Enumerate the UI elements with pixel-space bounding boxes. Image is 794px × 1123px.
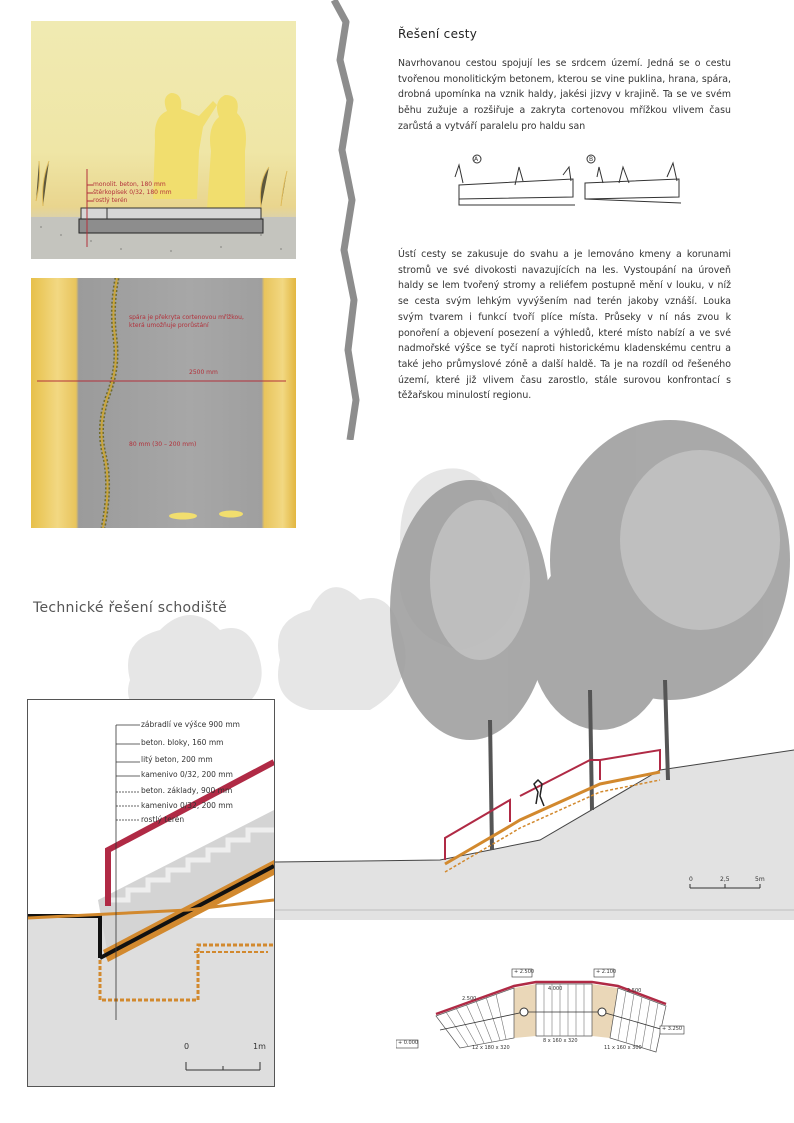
- stair-detail-box: [27, 699, 275, 1087]
- sketch-marker-a: A: [474, 156, 479, 163]
- layer-label-gravel: štěrkopísek 0/32, 180 mm: [93, 189, 172, 196]
- dim-label: 2.500: [462, 996, 477, 1002]
- path-sketches: [453, 153, 693, 213]
- width-dimension-label: 2500 mm: [189, 369, 218, 376]
- person-figure: [534, 780, 544, 806]
- detail-layer-railing: zábradlí ve výšce 900 mm: [141, 720, 240, 729]
- paragraph-landscape: Ústí cesty se zakusuje do svahu a je lemováno kmeny a korunami stromů ve své divokosti navazujících na les. Vystoupání na úroveň haldy se lem tvořený stromy a reliéfem postupně mění v louku, v níž se cesta svým lehkým vyvýšením nad terén jakoby vznáší. Louka svým tvarem i funkcí tvoří plíce místa. Průseky v ní nás zvou k ponoření a objevení posezení a výhledů, které místo nabízí a ve své nadmořské výšce se tyčí naproti historickému kladenskému centru a také jeho průmyslové zóně a další haldě. Ta je na rozdíl od řešeného území, které již vlivem času zarostlo, stále surovou konfrontací s těžařskou minulostí regionu.: [398, 249, 731, 402]
- page-heading: Řešení cesty: [398, 27, 478, 41]
- paragraph-path: Navrhovanou cestou spojují les se srdcem území. Jedná se o cestu tvořenou monolitickým betonem, kterou se vine puklina, hrana, spára, drobná upomínka na vznik haldy, jakési jizvy v krajině. Ta se ve svém běhu zužuje a rozšiřuje a zakryta cortenovou mřížkou vlivem času zarůstá a vytváří paralelu pro haldu san: [398, 58, 731, 132]
- detail-layer-blocks: beton. bloky, 160 mm: [141, 738, 224, 747]
- level-tag: + 3.250: [662, 1026, 683, 1032]
- section-title: Technické řešení schodiště: [33, 600, 228, 616]
- section-drawing: [31, 21, 296, 259]
- step-note: 8 x 160 x 320: [543, 1038, 578, 1044]
- sketch-marker-b: B: [589, 156, 594, 163]
- step-note: 11 x 160 x 300: [604, 1045, 642, 1051]
- stair-plan-drawing: [396, 966, 686, 1066]
- section-illustration: [31, 21, 296, 259]
- level-tag: + 2.500: [514, 969, 535, 975]
- detail-layer-aggregate-2: kamenivo 0/32, 200 mm: [141, 801, 233, 810]
- detail-layer-aggregate: kamenivo 0/32, 200 mm: [141, 770, 233, 779]
- scale-label-0: 0: [689, 876, 693, 883]
- layer-label-concrete: monolit. beton, 180 mm: [93, 181, 166, 188]
- dim-label: 2.500: [627, 988, 642, 994]
- scale-label-2-5: 2,5: [720, 876, 730, 883]
- level-tag: + 2.100: [596, 969, 617, 975]
- dim-label: 4.000: [548, 986, 563, 992]
- level-tag: + 0.000: [398, 1040, 419, 1046]
- joint-width-label: 80 mm (30 – 200 mm): [129, 441, 197, 448]
- layer-label-terrain: rostlý terén: [93, 197, 128, 204]
- detail-scale-0: 0: [184, 1042, 190, 1051]
- figure-right: [207, 95, 246, 209]
- detail-layer-terrain: rostlý terén: [141, 815, 185, 824]
- crack-divider: [326, 0, 366, 440]
- detail-scale-1m: 1m: [253, 1042, 266, 1051]
- joint-note: která umožňuje prorůstání: [129, 322, 209, 329]
- ground-profile: [275, 750, 794, 920]
- detail-layer-foundations: beton. základy, 900 mm: [141, 786, 233, 795]
- joint-note: spára je překryta cortenovou mřížkou,: [129, 314, 244, 321]
- detail-layer-cast-concrete: litý beton, 200 mm: [141, 755, 213, 764]
- step-note: 12 x 180 x 320: [472, 1045, 510, 1051]
- scale-label-5m: 5m: [755, 876, 765, 883]
